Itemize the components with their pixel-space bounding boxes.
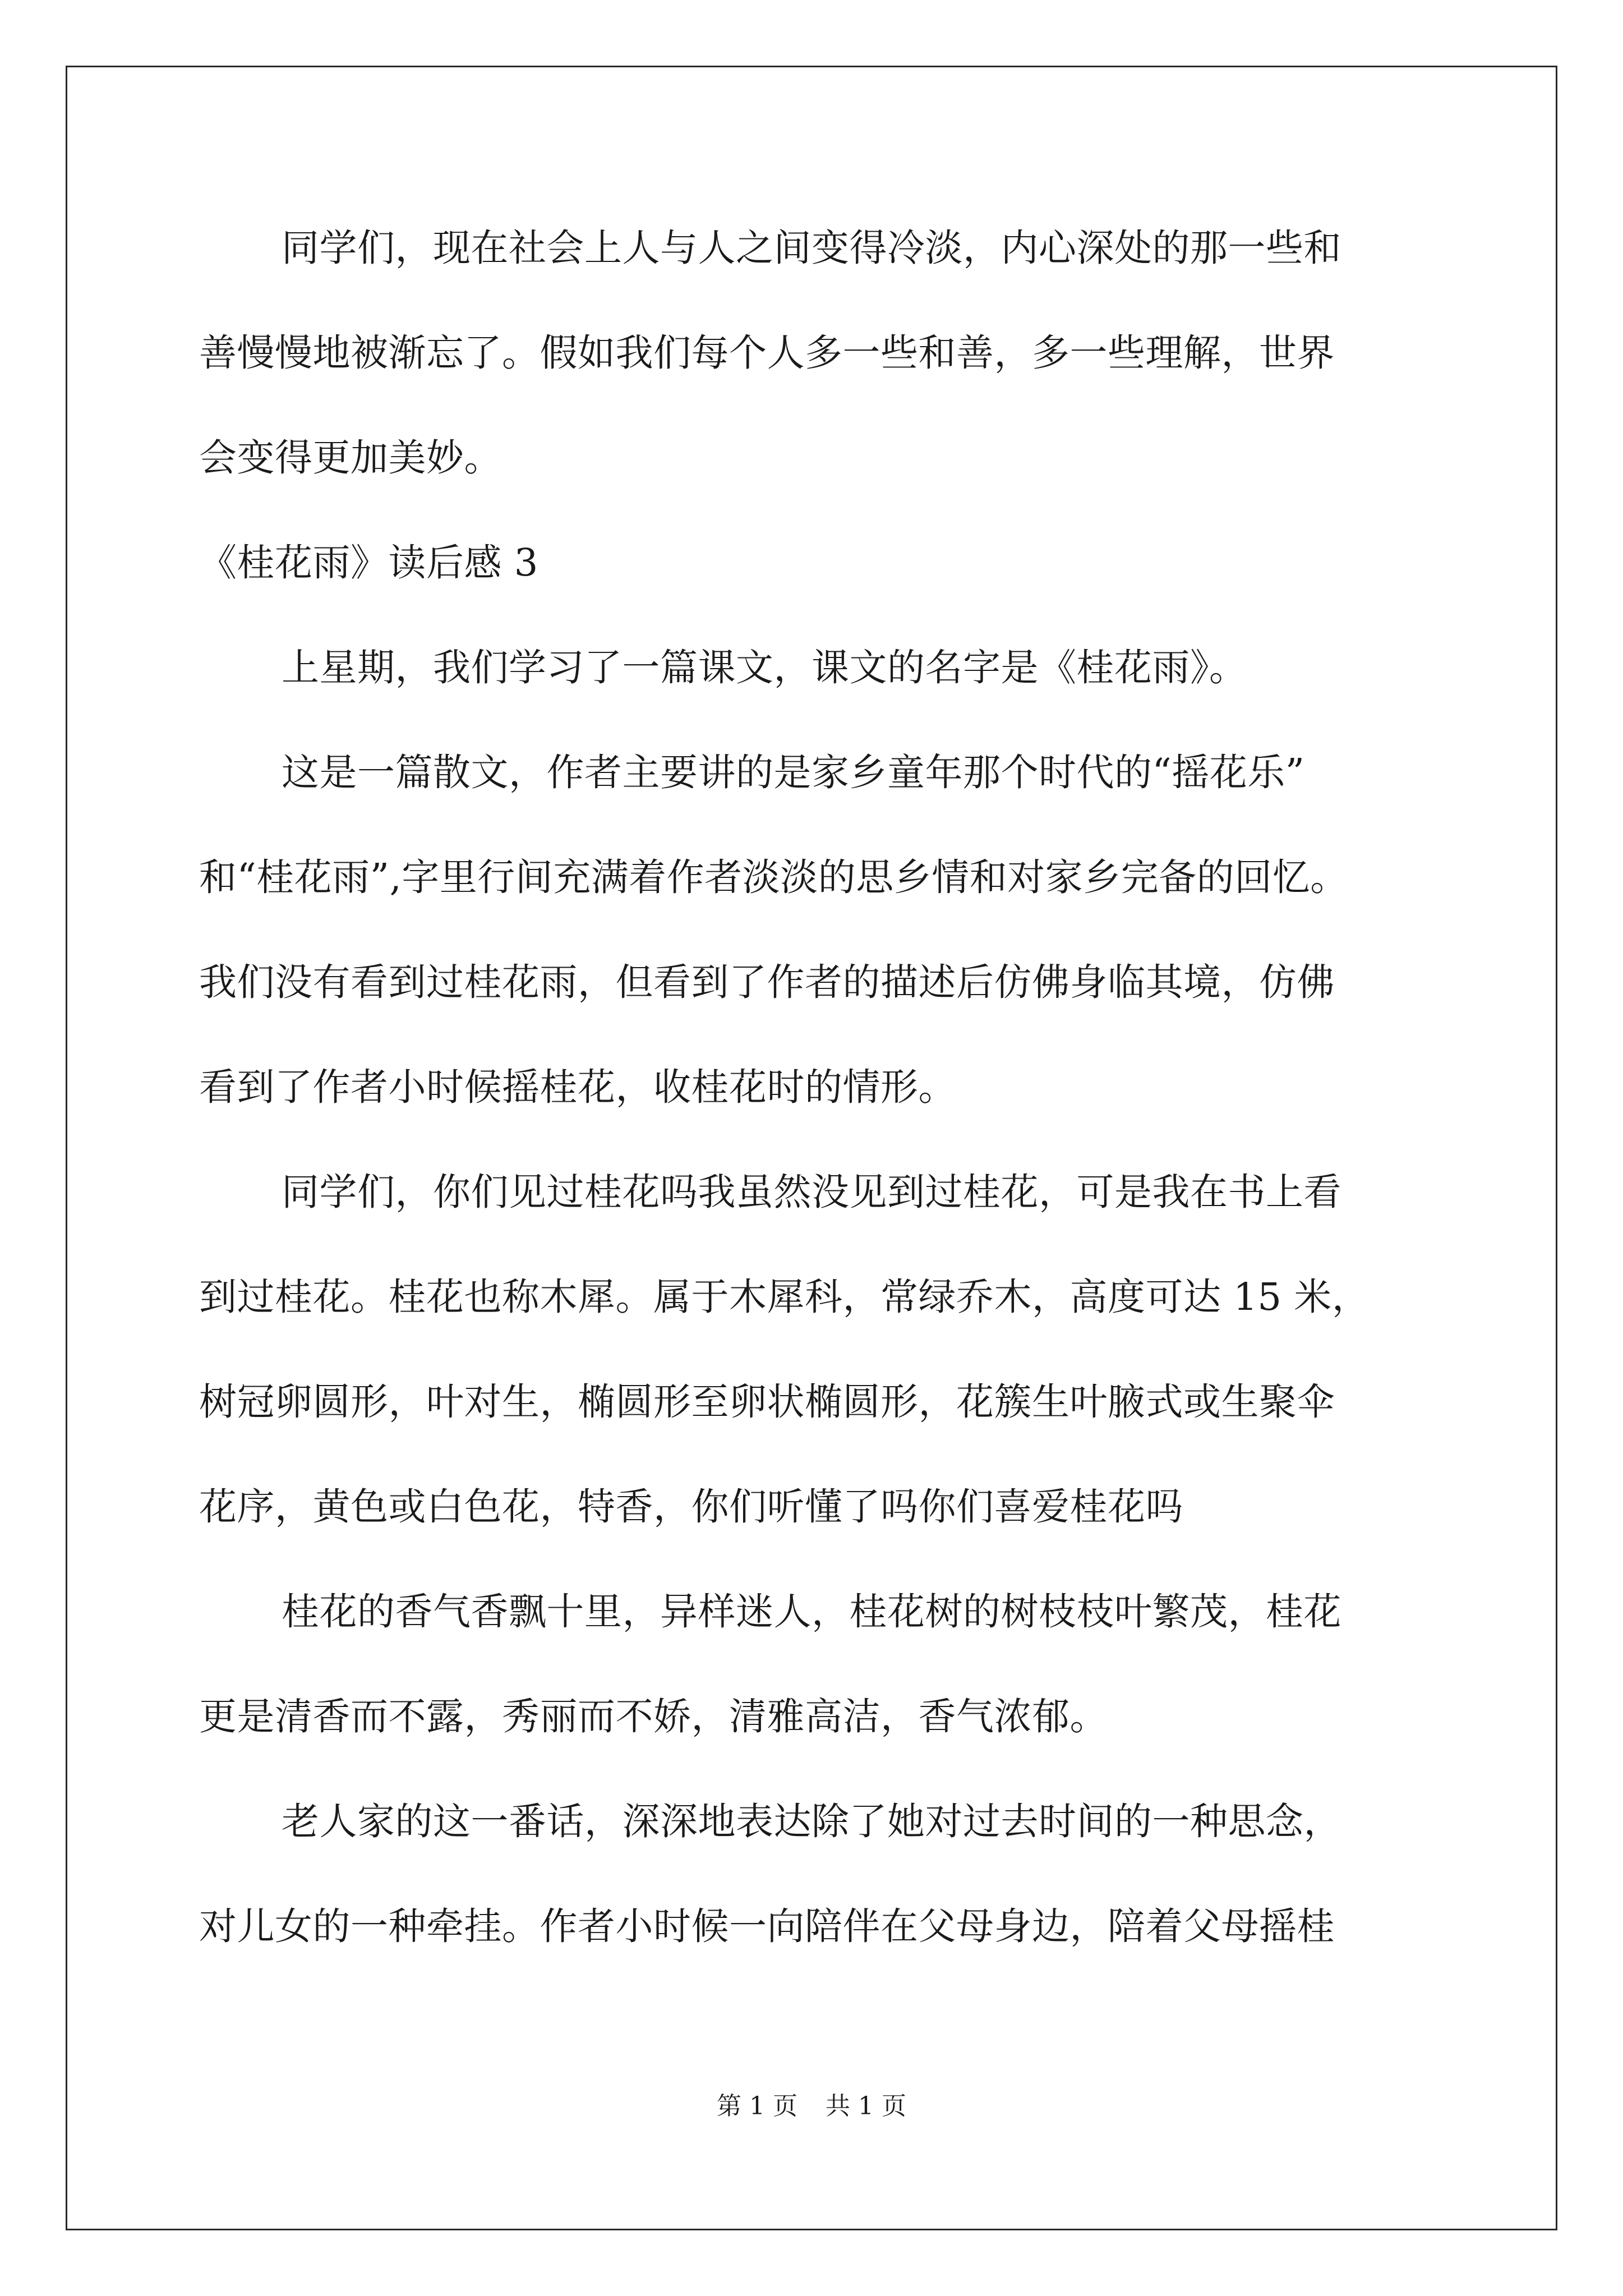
text-line: 花序，黄色或白色花，特香，你们听懂了吗你们喜爱桂花吗 xyxy=(199,1485,1183,1529)
text-line: 会变得更加美妙。 xyxy=(199,436,502,480)
text-line: 和“桂花雨”,字里行间充满着作者淡淡的思乡情和对家乡完备的回忆。 xyxy=(199,855,1348,899)
text-line: 同学们，现在社会上人与人之间变得冷淡，内心深处的那一些和 xyxy=(282,226,1341,270)
page-total: 共 1 页 xyxy=(826,2092,906,2120)
text-line: 老人家的这一番话，深深地表达除了她对过去时间的一种思念， xyxy=(282,1800,1341,1843)
section-heading: 《桂花雨》读后感 3 xyxy=(199,541,538,585)
text-line: 到过桂花。桂花也称木犀。属于木犀科，常绿乔木，高度可达 15 米， xyxy=(199,1275,1370,1319)
page-number: 第 1 页 xyxy=(717,2092,797,2120)
text-line: 树冠卵圆形，叶对生，椭圆形至卵状椭圆形，花簇生叶腋式或生聚伞 xyxy=(199,1380,1335,1424)
text-line: 这是一篇散文，作者主要讲的是家乡童年那个时代的“摇花乐” xyxy=(282,751,1305,794)
text-line: 桂花的香气香飘十里，异样迷人，桂花树的树枝枝叶繁茂，桂花 xyxy=(282,1590,1341,1634)
text-line: 我们没有看到过桂花雨，但看到了作者的描述后仿佛身临其境，仿佛 xyxy=(199,960,1335,1004)
text-line: 上星期，我们学习了一篇课文，课文的名字是《桂花雨》。 xyxy=(282,646,1247,689)
text-line: 对儿女的一种牵挂。作者小时候一向陪伴在父母身边，陪着父母摇桂 xyxy=(199,1904,1335,1948)
page-footer xyxy=(0,2090,1623,2123)
text-line: 更是清香而不露，秀丽而不娇，清雅高洁，香气浓郁。 xyxy=(199,1695,1108,1738)
text-line: 看到了作者小时候摇桂花，收桂花时的情形。 xyxy=(199,1065,956,1109)
text-line: 善慢慢地被渐忘了。假如我们每个人多一些和善，多一些理解，世界 xyxy=(199,331,1335,375)
text-line: 同学们，你们见过桂花吗我虽然没见到过桂花，可是我在书上看 xyxy=(282,1170,1341,1214)
